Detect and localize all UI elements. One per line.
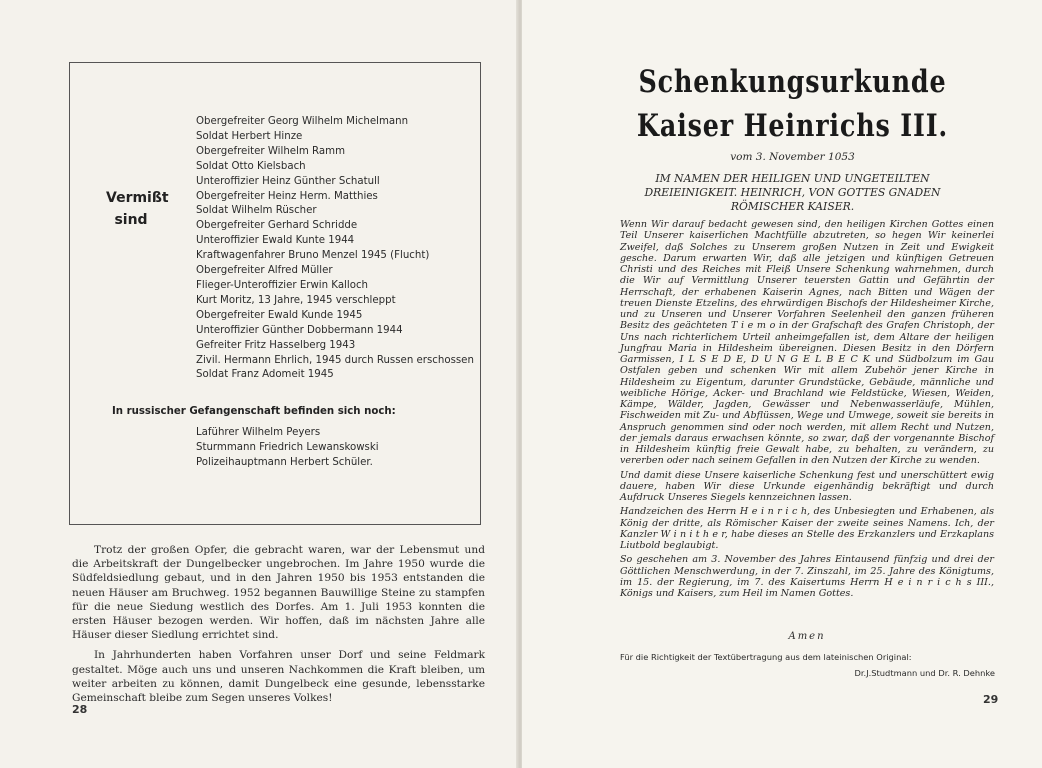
list-item: Laführer Wilhelm Peyers: [196, 427, 321, 438]
list-item: Unteroffizier Günther Dobbermann 1944: [196, 324, 403, 336]
list-item: Obergefreiter Ewald Kunde 1945: [196, 309, 363, 321]
list-item: Gefreiter Fritz Hasselberg 1943: [196, 339, 356, 351]
list-item: Zivil. Hermann Ehrlich, 1945 durch Russen erschossen: [196, 354, 474, 366]
translation-attestation: Für die Richtigkeit der Textübertragung aus dem lateinischen Original:: [620, 652, 912, 662]
list-item: Obergefreiter Gerhard Schridde: [196, 220, 358, 232]
list-item: Kurt Moritz, 13 Jahre, 1945 verschleppt: [196, 294, 396, 306]
list-item: Flieger-Unteroffizier Erwin Kalloch: [196, 279, 369, 291]
invocation-line: RÖMISCHER KAISER.: [730, 200, 855, 213]
list-item: Obergefreiter Wilhelm Ramm: [196, 145, 346, 157]
list-item: Obergefreiter Heinz Herm. Matthies: [196, 190, 378, 202]
list-item: Polizeihauptmann Herbert Schüler.: [196, 457, 373, 468]
list-item: Soldat Wilhelm Rüscher: [196, 205, 317, 217]
amen: Amen: [788, 631, 826, 642]
list-item: Soldat Franz Adomeit 1945: [196, 369, 334, 381]
invocation: [620, 172, 965, 214]
charter-text: [620, 219, 994, 599]
list-item: Soldat Herbert Hinze: [196, 130, 303, 142]
invocation-line: IM NAMEN DER HEILIGEN UND UNGETEILTEN: [655, 172, 930, 185]
paragraph: Handzeichen des Herrn H e i n r i c h, des Unbesiegten und Erhabenen, als König der dritte, als Römischer Kaiser der zweite seines Namens. Ich, der Kanzler W i n i t h e r, habe dieses an Stelle des Erzkanzlers und Erzkaplans Liutbold beglaubigt.: [620, 506, 994, 551]
missing-label: [106, 187, 169, 231]
captivity-heading: In russischer Gefangenschaft befinden sich noch:: [112, 406, 396, 417]
document-title-line2: Kaiser Heinrichs III.: [636, 108, 949, 144]
list-item: Soldat Otto Kielsbach: [196, 160, 306, 172]
paragraph: Und damit diese Unsere kaiserliche Schenkung fest und unerschüttert ewig dauere, haben Wir diese Urkunde eigenhändig bekräftigt und durch Aufdruck Unseres Siegels kennzeichnen lassen.: [620, 469, 994, 503]
list-item: Obergefreiter Alfred Müller: [196, 265, 333, 277]
paragraph: Wenn Wir darauf bedacht gewesen sind, den heiligen Kirchen Gottes einen Teil Unserer kaiserlichen Machtfülle abzutreten, so hegen Wir keinerlei Zweifel, daß Solches zu Unserem großen Nutzen in Zeit und Ewigkeit gesche. Darum erwarten Wir, daß alle jetzigen und künftigen Getreuen Christi und des Reiches mit Fleiß Unsere Schenkung wahrnehmen, durch die Wir auf Vermittlung Unserer teuersten Gattin und Gefährtin der Herrschaft, der erhabenen Kaiserin Agnes, nach Bitten und Wägen der treuen Dienste Etzelins, des ehrwürdigen Bischofs der Hildesheimer Kirche, und zu Unseren und Unserer Vorfahren Seelenheil den ganzen früheren Besitz des geächteten T i e m o in der Grafschaft des Grafen Christoph, der Uns nach richterlichem Urteil anheimgefallen ist, dem Altare der heiligen Jungfrau Maria in Hildesheim übereignen. Diesen Besitz in den Dörfern Garmissen, I L S E D E, D U N G E L B E C K und Südbolzum im Gau Ostfalen geben und schenken Wir mit allem Zubehör jener Kirche in Hildesheim zu Eigentum, darunter Grundstücke, Gebäude, männliche und weibliche Hörige, Acker- und Brachland wie Feldstücke, Wiesen, Weiden, Kämpe, Wälder, Jagden, Gewässer und Nebenwasserläufe, Mühlen, Fischweiden mit Zu- und Abflüssen, Wege und Umwege, soweit sie bereits in Anspruch genommen sind oder noch werden, mit allem Recht und Nutzen, der jemals daraus erwachsen könnte, so zwar, daß der vorgenannte Bischof in Hildesheim künftig freie Gewalt habe, zu behalten, zu verändern, zu vererben oder nach seinem Gefallen in den Nutzen der Kirche zu wenden.: [620, 219, 994, 467]
paragraph: Trotz der großen Opfer, die gebracht waren, war der Lebensmut und die Arbeitskraft der Dungelbecker ungebrochen. Im Jahre 1950 wurde die Südfeldsiedlung gebaut, und in den Jahren 1950 bis 1953 entstanden die neuen Häuser am Bruchweg. 1952 begannen Bauwillige Steine zu stampfen für die neue Siedung westlich des Dorfes. Am 1. Juli 1953 konnten die ersten Häuser bezogen werden. Wir hoffen, daß im nächsten Jahre alle Häuser dieser Siedlung errichtet sind.: [72, 544, 485, 642]
list-item: Unteroffizier Heinz Günther Schatull: [196, 175, 380, 187]
list-item: Kraftwagenfahrer Bruno Menzel 1945 (Flucht): [196, 250, 430, 262]
paragraph: In Jahrhunderten haben Vorfahren unser Dorf und seine Feldmark gestaltet. Möge auch uns und unseren Nachkommen die Kraft bleiben, um weiter arbeiten zu können, damit Dungelbeck eine gesunde, lebensstarke Gemeinschaft bleibe zum Segen unseres Volkes!: [72, 649, 485, 705]
missing-label-line2: sind: [114, 212, 148, 228]
paragraph: So geschehen am 3. November des Jahres Eintausend fünfzig und drei der Göttlichen Menschwerdung, in der 7. Zinszahl, im 25. Jahre des Königtums, im 15. der Regierung, im 7. des Kaisertums Herrn H e i n r i c h s III., Königs und Kaisers, zum Heil im Namen Gottes.: [620, 554, 994, 599]
list-item: Unteroffizier Ewald Kunte 1944: [196, 235, 355, 247]
captivity-list: [196, 425, 379, 470]
missing-persons-list: [196, 115, 474, 383]
document-title-line1: Schenkungsurkunde: [638, 64, 947, 100]
left-body-text: [72, 543, 485, 705]
list-item: Obergefreiter Georg Wilhelm Michelmann: [196, 116, 409, 127]
invocation-line: DREIEINIGKEIT. HEINRICH, VON GOTTES GNADEN: [644, 186, 941, 199]
list-item: Sturmmann Friedrich Lewanskowski: [196, 442, 379, 453]
missing-label-line1: Vermißt: [106, 190, 169, 206]
page-number-right: 29: [983, 693, 999, 706]
document-date: vom 3. November 1053: [730, 151, 855, 163]
translators: Dr.J.Studtmann und Dr. R. Dehnke: [854, 668, 995, 678]
page-number-left: 28: [72, 703, 88, 716]
